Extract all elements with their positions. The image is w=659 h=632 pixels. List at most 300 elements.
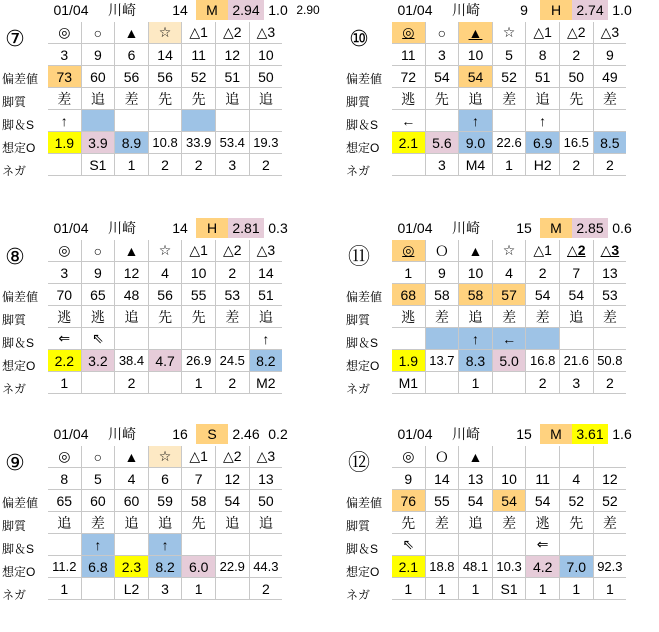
mark-cell: ☆: [148, 240, 182, 262]
running-style-cell: 差: [526, 306, 560, 328]
running-style-cell: 逃: [48, 306, 81, 328]
running-style-cell: 逃: [392, 88, 425, 110]
expected-odds-cell: 50.8: [593, 350, 626, 372]
deviation-cell: 59: [148, 490, 182, 512]
leg-speed-cell: [115, 328, 149, 350]
nega-cell: [81, 372, 115, 394]
row-label: 偏差値: [346, 496, 383, 510]
running-style-cell: 先: [559, 512, 593, 534]
expected-odds-cell: 6.8: [81, 556, 115, 578]
leg-speed-cell: [392, 328, 425, 350]
nega-cell: [492, 372, 526, 394]
leg-speed-cell: ⇐: [48, 328, 81, 350]
running-style-cell: 先: [182, 88, 216, 110]
running-style-cell: 逃: [526, 512, 560, 534]
extra-value: [636, 0, 659, 20]
deviation-cell: 54: [526, 284, 560, 306]
row-label: 脚質: [346, 95, 371, 109]
row-dev: [392, 284, 626, 306]
row-label: 想定O: [346, 359, 380, 373]
row-nega: [48, 372, 282, 394]
deviation-cell: 55: [425, 490, 459, 512]
mark-cell: ◎: [392, 240, 425, 262]
nega-cell: [215, 578, 249, 600]
row-label: ネガ: [346, 382, 371, 396]
expected-odds-cell: 2.1: [392, 556, 425, 578]
row-label: 偏差値: [2, 290, 39, 304]
horse-number-cell: 10: [459, 262, 493, 284]
horse-number-cell: 14: [148, 44, 182, 66]
horse-number-cell: 9: [392, 468, 425, 490]
nega-cell: 2: [182, 154, 216, 176]
running-style-cell: 追: [115, 306, 149, 328]
leg-speed-cell: [425, 534, 459, 556]
horse-number-cell: 7: [182, 468, 216, 490]
running-style-cell: 追: [115, 512, 149, 534]
deviation-cell: 58: [425, 284, 459, 306]
row-label: 脚質: [2, 95, 27, 109]
nega-cell: 1: [182, 578, 216, 600]
score-value: 2.46: [232, 426, 260, 442]
score-value: 2.81: [228, 218, 264, 238]
deviation-cell: 50: [249, 490, 282, 512]
nega-cell: 1: [48, 578, 81, 600]
running-style-cell: 先: [425, 88, 459, 110]
row-label: 脚質: [346, 313, 371, 327]
nega-cell: 2: [593, 372, 626, 394]
horse-grid: [392, 22, 626, 176]
horse-number-cell: 3: [48, 262, 81, 284]
nega-cell: [425, 372, 459, 394]
score-diff: 0.3: [268, 220, 288, 236]
mark-cell: ○: [81, 22, 115, 44]
horse-number-cell: 13: [249, 468, 282, 490]
venue-name: 川崎: [452, 220, 480, 236]
leg-speed-cell: [115, 110, 149, 132]
race-panel-p12: [344, 424, 659, 624]
running-style-cell: 差: [492, 512, 526, 534]
leg-speed-cell: [81, 110, 115, 132]
grade-badge: M: [540, 424, 572, 444]
race-number: ⑧: [5, 244, 25, 269]
running-style-cell: 差: [81, 512, 115, 534]
mark-cell: ☆: [148, 446, 182, 468]
score-value: 3.61: [572, 424, 608, 444]
leg-speed-cell: [492, 534, 526, 556]
row-label: 偏差値: [346, 290, 383, 304]
entry-count: 9: [520, 2, 528, 18]
row-arrow: [392, 534, 626, 556]
row-nums: [392, 262, 626, 284]
horse-number-cell: 9: [81, 262, 115, 284]
deviation-cell: 57: [492, 284, 526, 306]
deviation-cell: 73: [48, 66, 81, 88]
row-style: [48, 88, 282, 110]
leg-speed-cell: [215, 110, 249, 132]
running-style-cell: 差: [425, 306, 459, 328]
expected-odds-cell: 8.2: [148, 556, 182, 578]
horse-number-cell: 12: [215, 468, 249, 490]
horse-number-cell: 11: [526, 468, 560, 490]
grade-badge: M: [540, 218, 572, 238]
running-style-cell: 先: [392, 512, 425, 534]
leg-speed-cell: ↑: [81, 534, 115, 556]
horse-number-cell: 6: [148, 468, 182, 490]
nega-cell: 2: [148, 154, 182, 176]
deviation-cell: 48: [115, 284, 149, 306]
row-label: 想定O: [346, 565, 380, 579]
running-style-cell: 追: [459, 88, 493, 110]
row-label: 偏差値: [2, 72, 39, 86]
row-label: 脚質: [346, 519, 371, 533]
running-style-cell: 差: [593, 88, 626, 110]
score-diff: 0.2: [268, 426, 288, 442]
leg-speed-cell: ↑: [48, 110, 81, 132]
venue-name: 川崎: [452, 426, 480, 442]
horse-number-cell: 13: [459, 468, 493, 490]
grade-badge: M: [196, 0, 228, 20]
mark-cell: ▲: [459, 240, 493, 262]
expected-odds-cell: 18.8: [425, 556, 459, 578]
deviation-cell: 51: [215, 66, 249, 88]
running-style-cell: 差: [48, 88, 81, 110]
leg-speed-cell: [425, 110, 459, 132]
horse-number-cell: 9: [81, 44, 115, 66]
grade-badge: H: [540, 0, 572, 20]
mark-cell: ☆: [492, 240, 526, 262]
row-nums: [392, 44, 626, 66]
row-nums: [48, 468, 282, 490]
nega-cell: 1: [492, 154, 526, 176]
leg-speed-cell: ↑: [249, 328, 282, 350]
leg-speed-cell: [182, 110, 216, 132]
mark-cell: Ｏ: [425, 240, 459, 262]
expected-odds-cell: 22.6: [492, 132, 526, 154]
deviation-cell: 52: [593, 490, 626, 512]
horse-number-cell: 14: [425, 468, 459, 490]
row-label: 想定O: [2, 565, 36, 579]
row-marks: [48, 240, 282, 262]
panel-header: [344, 424, 659, 444]
row-marks: [48, 446, 282, 468]
nega-cell: [48, 154, 81, 176]
nega-cell: M2: [249, 372, 282, 394]
nega-cell: 1: [48, 372, 81, 394]
mark-cell: △3: [249, 446, 282, 468]
extra-value: 2.90: [296, 3, 320, 17]
leg-speed-cell: ↑: [526, 110, 560, 132]
mark-cell: ○: [81, 446, 115, 468]
mark-cell: [526, 446, 560, 468]
row-nega: [392, 578, 626, 600]
leg-speed-cell: [593, 328, 626, 350]
row-odds: [392, 556, 626, 578]
horse-grid: [48, 240, 282, 394]
mark-cell: △2: [215, 446, 249, 468]
row-dev: [392, 490, 626, 512]
horse-number-cell: 2: [215, 262, 249, 284]
deviation-cell: 60: [81, 490, 115, 512]
score-diff: 0.6: [612, 220, 632, 236]
mark-cell: ▲: [115, 22, 149, 44]
horse-number-cell: 4: [148, 262, 182, 284]
nega-cell: S1: [81, 154, 115, 176]
panel-header: [0, 424, 315, 444]
horse-number-cell: 4: [559, 468, 593, 490]
race-number: ⑩: [349, 26, 369, 51]
entry-count: 15: [516, 426, 532, 442]
deviation-cell: 65: [81, 284, 115, 306]
expected-odds-cell: 1.9: [392, 350, 425, 372]
race-date: 01/04: [53, 2, 89, 18]
score-diff: 1.6: [612, 426, 632, 442]
leg-speed-cell: [559, 534, 593, 556]
deviation-cell: 68: [392, 284, 425, 306]
leg-speed-cell: ←: [392, 110, 425, 132]
entry-count: 14: [172, 220, 188, 236]
score-value: 2.85: [572, 218, 608, 238]
expected-odds-cell: 4.2: [526, 556, 560, 578]
leg-speed-cell: [115, 534, 149, 556]
horse-number-cell: 10: [249, 44, 282, 66]
extra-value: [636, 424, 659, 444]
expected-odds-cell: 21.6: [559, 350, 593, 372]
row-odds: [48, 132, 282, 154]
row-label: 脚＆S: [2, 542, 35, 556]
mark-cell: △2: [215, 22, 249, 44]
extra-value: [292, 424, 324, 444]
running-style-cell: 差: [115, 88, 149, 110]
row-label: 脚＆S: [2, 336, 35, 350]
deviation-cell: 56: [148, 66, 182, 88]
mark-cell: △3: [593, 240, 626, 262]
running-style-cell: 逃: [81, 306, 115, 328]
leg-speed-cell: [593, 534, 626, 556]
mark-cell: △1: [182, 22, 216, 44]
nega-cell: 2: [559, 154, 593, 176]
nega-cell: 1: [559, 578, 593, 600]
deviation-cell: 54: [459, 490, 493, 512]
race-panel-p11: [344, 218, 659, 418]
horse-number-cell: 8: [48, 468, 81, 490]
expected-odds-cell: 13.7: [425, 350, 459, 372]
expected-odds-cell: 16.8: [526, 350, 560, 372]
expected-odds-cell: 2.1: [392, 132, 425, 154]
nega-cell: 1: [392, 578, 425, 600]
leg-speed-cell: ⇐: [526, 534, 560, 556]
row-style: [392, 306, 626, 328]
row-dev: [48, 284, 282, 306]
row-nums: [48, 262, 282, 284]
race-date: 01/04: [53, 220, 89, 236]
nega-cell: 2: [249, 154, 282, 176]
expected-odds-cell: 53.4: [215, 132, 249, 154]
expected-odds-cell: 8.5: [593, 132, 626, 154]
row-odds: [392, 132, 626, 154]
row-label: 想定O: [2, 141, 36, 155]
deviation-cell: 76: [392, 490, 425, 512]
row-label: 脚質: [2, 313, 27, 327]
mark-cell: Ｏ: [425, 446, 459, 468]
running-style-cell: 追: [559, 306, 593, 328]
row-style: [48, 512, 282, 534]
leg-speed-cell: [559, 110, 593, 132]
mark-cell: △3: [593, 22, 626, 44]
row-nega: [48, 154, 282, 176]
leg-speed-cell: [459, 534, 493, 556]
leg-speed-cell: [148, 328, 182, 350]
row-arrow: [48, 534, 282, 556]
score-value: 2.74: [572, 0, 608, 20]
running-style-cell: 先: [182, 512, 216, 534]
nega-cell: 2: [526, 372, 560, 394]
mark-cell: △1: [526, 240, 560, 262]
running-style-cell: 差: [593, 512, 626, 534]
running-style-cell: 追: [148, 512, 182, 534]
expected-odds-cell: 33.9: [182, 132, 216, 154]
mark-cell: ▲: [459, 22, 493, 44]
leg-speed-cell: [249, 110, 282, 132]
row-label: 脚＆S: [346, 118, 379, 132]
horse-grid: [48, 446, 282, 600]
horse-number-cell: 4: [492, 262, 526, 284]
leg-speed-cell: [182, 534, 216, 556]
expected-odds-cell: 6.0: [182, 556, 216, 578]
deviation-cell: 54: [492, 490, 526, 512]
expected-odds-cell: 26.9: [182, 350, 216, 372]
expected-odds-cell: 7.0: [559, 556, 593, 578]
mark-cell: [559, 446, 593, 468]
horse-grid: [392, 240, 626, 394]
row-label: ネガ: [2, 382, 27, 396]
deviation-cell: 49: [593, 66, 626, 88]
horse-number-cell: 10: [182, 262, 216, 284]
horse-number-cell: 5: [81, 468, 115, 490]
leg-speed-cell: [182, 328, 216, 350]
nega-cell: 1: [115, 154, 149, 176]
expected-odds-cell: 2.2: [48, 350, 81, 372]
race-panel-p8: [0, 218, 315, 418]
expected-odds-cell: 3.2: [81, 350, 115, 372]
row-marks: [48, 22, 282, 44]
deviation-cell: 54: [459, 66, 493, 88]
horse-grid: [48, 22, 282, 176]
running-style-cell: 差: [215, 306, 249, 328]
row-arrow: [48, 110, 282, 132]
mark-cell: △2: [559, 22, 593, 44]
nega-cell: L2: [115, 578, 149, 600]
row-style: [48, 306, 282, 328]
row-nums: [48, 44, 282, 66]
deviation-cell: 70: [48, 284, 81, 306]
deviation-cell: 52: [182, 66, 216, 88]
nega-cell: 1: [425, 578, 459, 600]
row-label: 脚＆S: [2, 118, 35, 132]
running-style-cell: 差: [425, 512, 459, 534]
running-style-cell: 追: [249, 512, 282, 534]
deviation-cell: 58: [459, 284, 493, 306]
score-value: 2.94: [228, 0, 264, 20]
race-panel-p7: [0, 0, 320, 200]
horse-number-cell: 6: [115, 44, 149, 66]
horse-number-cell: 10: [459, 44, 493, 66]
leg-speed-cell: [492, 110, 526, 132]
horse-number-cell: 9: [593, 44, 626, 66]
entry-count: 15: [516, 220, 532, 236]
nega-cell: 1: [526, 578, 560, 600]
expected-odds-cell: 22.9: [215, 556, 249, 578]
running-style-cell: 差: [593, 306, 626, 328]
expected-odds-cell: 4.7: [148, 350, 182, 372]
expected-odds-cell: 11.2: [48, 556, 81, 578]
expected-odds-cell: 8.2: [249, 350, 282, 372]
horse-number-cell: 4: [115, 468, 149, 490]
nega-cell: 1: [459, 372, 493, 394]
nega-cell: 2: [593, 154, 626, 176]
row-arrow: [392, 328, 626, 350]
horse-number-cell: 7: [559, 262, 593, 284]
leg-speed-cell: [559, 328, 593, 350]
row-label: ネガ: [346, 164, 371, 178]
expected-odds-cell: 2.3: [115, 556, 149, 578]
row-label: 想定O: [346, 141, 380, 155]
extra-value: [292, 218, 324, 238]
mark-cell: ◎: [48, 240, 81, 262]
horse-number-cell: 11: [392, 44, 425, 66]
horse-number-cell: 2: [559, 44, 593, 66]
mark-cell: [492, 446, 526, 468]
row-odds: [48, 350, 282, 372]
venue-name: 川崎: [108, 426, 136, 442]
row-label: 想定O: [2, 359, 36, 373]
deviation-cell: 54: [425, 66, 459, 88]
deviation-cell: 52: [492, 66, 526, 88]
row-label: 脚＆S: [346, 336, 379, 350]
deviation-cell: 54: [215, 490, 249, 512]
deviation-cell: 51: [249, 284, 282, 306]
expected-odds-cell: 9.0: [459, 132, 493, 154]
deviation-cell: 52: [559, 490, 593, 512]
deviation-cell: 50: [559, 66, 593, 88]
expected-odds-cell: 16.5: [559, 132, 593, 154]
row-style: [392, 512, 626, 534]
race-number: ⑪: [347, 244, 370, 269]
expected-odds-cell: 10.8: [148, 132, 182, 154]
mark-cell: △1: [526, 22, 560, 44]
leg-speed-cell: [526, 328, 560, 350]
expected-odds-cell: 38.4: [115, 350, 149, 372]
horse-number-cell: 2: [526, 262, 560, 284]
mark-cell: △1: [182, 240, 216, 262]
running-style-cell: 追: [459, 512, 493, 534]
row-arrow: [48, 328, 282, 350]
running-style-cell: 追: [215, 512, 249, 534]
mark-cell: ▲: [459, 446, 493, 468]
race-number: ⑦: [5, 26, 25, 51]
expected-odds-cell: 1.9: [48, 132, 81, 154]
row-label: 偏差値: [2, 496, 39, 510]
leg-speed-cell: ⇖: [81, 328, 115, 350]
expected-odds-cell: 48.1: [459, 556, 493, 578]
horse-number-cell: 11: [182, 44, 216, 66]
mark-cell: ▲: [115, 240, 149, 262]
row-arrow: [392, 110, 626, 132]
row-style: [392, 88, 626, 110]
horse-number-cell: 12: [593, 468, 626, 490]
nega-cell: [81, 578, 115, 600]
deviation-cell: 55: [182, 284, 216, 306]
deviation-cell: 53: [593, 284, 626, 306]
